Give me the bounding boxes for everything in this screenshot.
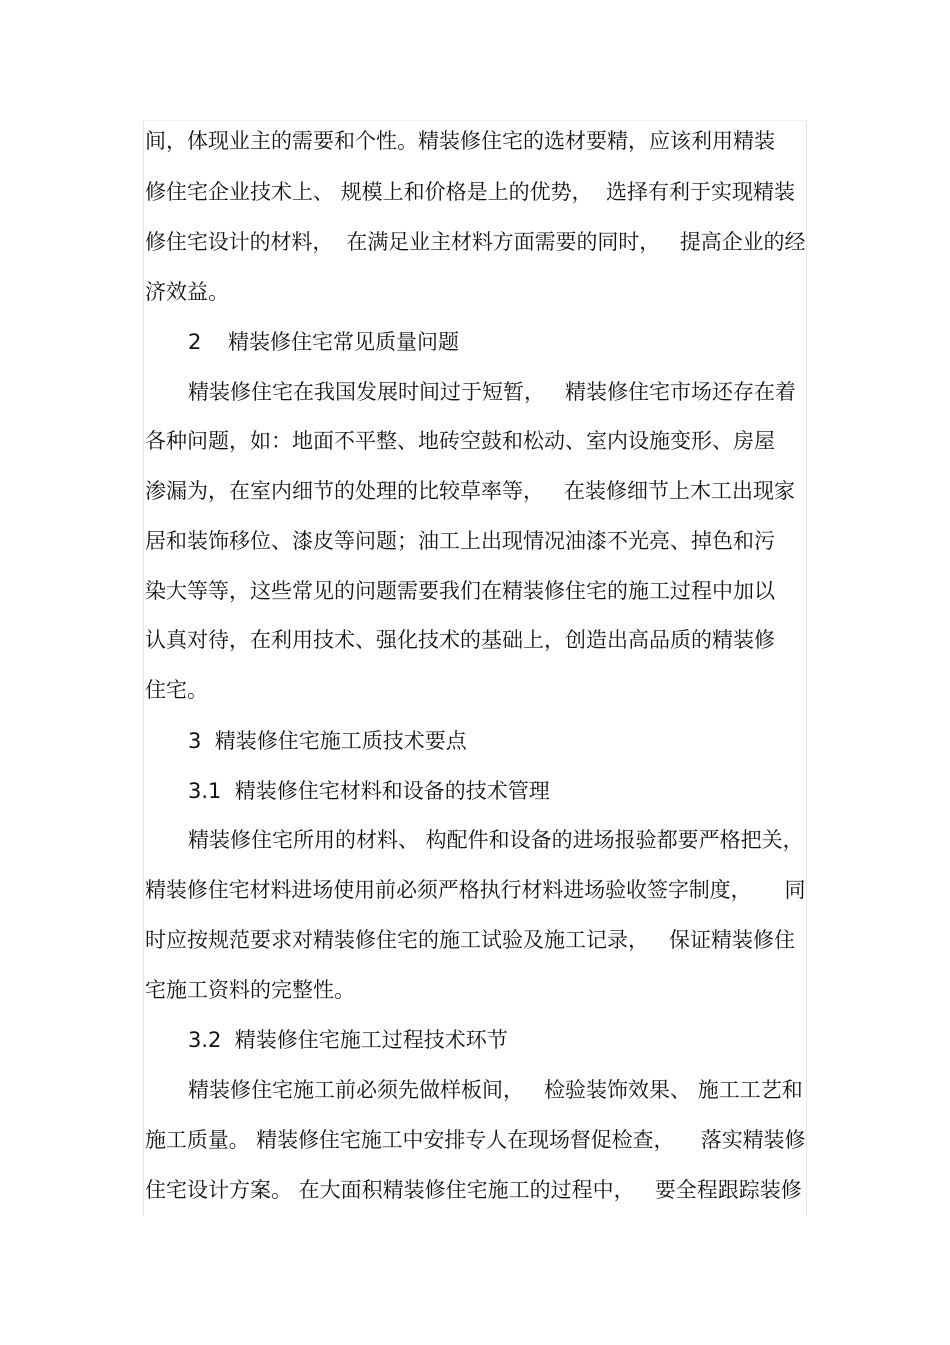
text-line: 施工质量。 精装修住宅施工中安排专人在现场督促检查， 落实精装修 — [145, 1128, 806, 1152]
text-line: 精装修住宅所用的材料、 构配件和设备的进场报验都要严格把关， — [188, 828, 804, 852]
section-heading-3-2: 3.2 精装修住宅施工过程技术环节 — [188, 1028, 508, 1052]
text-line: 时应按规范要求对精装修住宅的施工试验及施工记录， 保证精装修住 — [145, 928, 796, 952]
text-line: 济效益。 — [145, 280, 229, 304]
text-line: 渗漏为，在室内细节的处理的比较草率等， 在装修细节上木工出现家 — [145, 479, 796, 503]
text-line: 宅施工资料的完整性。 — [145, 978, 355, 1002]
section-heading-3-1: 3.1 精装修住宅材料和设备的技术管理 — [188, 779, 550, 803]
text-line: 精装修住宅在我国发展时间过于短暂， 精装修住宅市场还存在着 — [188, 380, 797, 404]
text-line: 居和装饰移位、漆皮等问题；油工上出现情况油漆不光亮、掉色和污 — [145, 529, 775, 553]
text-line: 修住宅设计的材料， 在满足业主材料方面需要的同时， 提高企业的经 — [145, 230, 806, 254]
text-line: 各种问题，如：地面不平整、地砖空鼓和松动、室内设施变形、房屋 — [145, 429, 775, 453]
text-line: 住宅设计方案。 在大面积精装修住宅施工的过程中， 要全程跟踪装修 — [145, 1178, 802, 1202]
text-line: 住宅。 — [145, 678, 208, 702]
text-line: 修住宅企业技术上、 规模上和价格是上的优势， 选择有利于实现精装 — [145, 180, 796, 204]
section-heading-3: 3 精装修住宅施工质技术要点 — [188, 729, 467, 753]
text-line: 间，体现业主的需要和个性。精装修住宅的选材要精，应该利用精装 — [145, 129, 775, 153]
text-line: 染大等等，这些常见的问题需要我们在精装修住宅的施工过程中加以 — [145, 579, 775, 603]
text-line: 精装修住宅施工前必须先做样板间， 检验装饰效果、 施工工艺和 — [188, 1078, 803, 1102]
text-line: 精装修住宅材料进场使用前必须严格执行材料进场验收签字制度， 同 — [145, 878, 806, 902]
section-heading-2: 2 精装修住宅常见质量问题 — [188, 330, 460, 354]
text-line: 认真对待，在利用技术、强化技术的基础上，创造出高品质的精装修 — [145, 628, 775, 652]
